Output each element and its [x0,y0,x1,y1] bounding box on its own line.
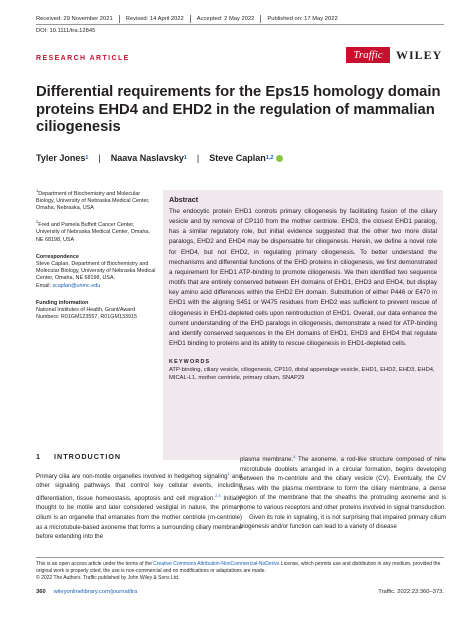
author-list [36,153,283,163]
section-heading [36,452,242,462]
published-date: Published on: 17 May 2022 [267,15,338,22]
author-name[interactable]: Naava Naslavsky [110,153,184,163]
article-info-sidebar [36,187,156,327]
affiliation [36,187,156,212]
page-number: 360 [36,589,46,595]
abstract-heading: Abstract [169,195,199,204]
funding-text: National Institutes of Health, Grant/Award Numbers: R01GM123557, R01GM133915 [36,307,137,321]
section-title: INTRODUCTION [54,452,122,461]
received-date: Received: 29 November 2021 [36,15,120,23]
doi[interactable]: DOI: 10.1111/tra.12845 [36,28,96,34]
author-affiliation-ref[interactable]: 1,2 [265,155,274,161]
correspondence-email-link[interactable]: scaplan@unmc.edu [52,282,101,289]
body-text: plasma membrane. [240,456,294,464]
keywords-text: ATP-binding, ciliary vesicle, ciliogenesis, CP110, distal appendage vesicle, EHD1, EHD2, EHD3, EHD4, MICAL-L1, mother centriole, primary cilium, SNAP29 [169,367,435,381]
affiliation-number: 2 [36,219,39,225]
affiliation-text: Department of Biochemistry and Molecular Biology, University of Nebraska Medical Center, Omaha, Nebraska, USA [36,190,150,212]
body-text: The axoneme, a rod-like structure composed of nine microtubule doublets arranged in a circular formation, begins developing between the m-centriole and the ciliary vesicle (CV). Eventually, the CV fuses with the plasma membrane to form the ciliary membrane, a dense region of the membrane that the sheaths the protruding axoneme and is home to various receptors and other proteins involved in signal transduction. [240,456,446,511]
reference-link[interactable]: 1 [227,470,230,476]
author-affiliation-ref[interactable]: 1 [85,155,89,161]
author-separator: | [98,153,101,163]
copyright-text: © 2022 The Authors. Traffic published by John Wiley & Sons Ltd. [36,575,180,581]
abstract-text: The endocytic protein EHD1 controls primary ciliogenesis by facilitating fusion of the ciliary vesicle and by removal of CP110 from the mother centriole. EHD3, the closest EHD1 paralog, has a similar regulatory role, but initial evidence suggested that the other two more distal paralogs, EHD2 and EHD4 may be dispensable for ciliogenesis. Herein, we define a novel role for EHD4, but not EHD2, in regulating primary ciliogenesis. To better understand the mechanisms and differential functions of the EHD proteins in ciliogenesis, we first demonstrated a requirement for EHD1 ATP-binding to promote ciliogenesis. We then identified two sequence motifs that are entirely conserved between EH domains of EHD1, EHD3 and EHD4, but display key amino acid differences within the EHD2 EH domain. Substitution of either P446 or E470 in EHD1 with the aligning S451 or W475 residues from EHD2 was sufficient to prevent rescue of ciliogenesis in EHD1-depleted cells upon reintroduction of EHD1. Overall, our data enhance the current understanding of the EHD paralogs in ciliogenesis, demonstrate a need for ATP-binding and identify conserved sequences in the EH domains of EHD1, EHD3 and EHD4 that regulate EHD1 binding to proteins and its ability to rescue ciliogenesis in EHD1-depleted cells. [169,208,437,348]
email-label: Email: [36,282,51,289]
body-paragraph [36,469,242,542]
license-text [36,561,444,575]
author-name[interactable]: Steve Caplan [209,153,266,163]
author-separator: | [196,153,200,163]
journal-url-link[interactable]: wileyonlinelibrary.com/journal/tra [53,589,138,595]
reference-link[interactable]: 2,3 [214,492,221,498]
cc-license-link[interactable]: Creative Commons Attribution-NonCommercial-NoDerivs [153,561,280,567]
keywords-heading: KEYWORDS [169,359,211,366]
correspondence [36,254,156,290]
funding-heading: Funding information [36,299,89,306]
license-text-part: License, which permits use and distribution in any medium, provided the original work is properly cited, the use is non-commercial and no modifications or adaptations are made. [36,561,441,574]
article-type-label: RESEARCH ARTICLE [36,55,130,62]
correspondence-heading: Correspondence [36,253,79,260]
reference-link[interactable]: 4 [293,454,296,459]
body-column-left [36,452,242,542]
body-text: and other signaling pathways that control key cellular events, including differentiation, tissue homeostasis, apoptosis and cell migration. [36,472,242,502]
body-text: Primary cilia are non-motile organelles involved in hedgehog signaling [36,472,228,480]
wiley-logo: WILEY [396,48,443,62]
journal-citation: Traffic. 2022;23:360–373. [378,589,444,595]
correspondence-text: Steve Caplan, Department of Biochemistry and Molecular Biology, University of Nebraska Medical Center, Omaha, NE 68198, USA. [36,261,156,282]
article-title: Differential requirements for the Eps15 homology domain proteins EHD4 and EHD2 in the regulation of mammalian ciliogenesis [36,84,441,135]
revised-date: Revised: 14 April 2022 [126,15,191,23]
publication-dates-bar [36,13,444,25]
license-footnote [36,557,444,582]
funding-info [36,300,156,322]
body-paragraph [240,452,446,513]
abstract-box [163,190,443,460]
page-footer [36,589,444,595]
author-affiliation-ref[interactable]: 1 [183,155,187,161]
section-number: 1 [36,452,41,461]
license-text-part: This is an open access article under the terms of the [36,561,154,567]
affiliation-text: Fred and Pamela Buffett Cancer Center, University of Nebraska Medical Center, Omaha, NE 68198, USA [36,222,150,243]
affiliation [36,218,156,243]
orcid-icon[interactable] [276,155,283,162]
traffic-journal-logo: Traffic [346,47,390,63]
body-text: Initially thought to be motile and later considered vestigial in nature, the primary cilium is an organelle that emanates from the mother centriole (m-centriole) as a microtubule-based axoneme that forms a surrounding ciliary membrane before extending into the [36,494,242,541]
body-paragraph: Given its role in signaling, it is not surprising that impaired primary cilium biogenesis and/or function can lead to a variety of disease [240,513,446,531]
affiliation-number: 1 [36,188,39,193]
author-name[interactable]: Tyler Jones [36,153,86,163]
accepted-date: Accepted: 2 May 2022 [197,15,262,23]
body-column-right [240,452,446,532]
